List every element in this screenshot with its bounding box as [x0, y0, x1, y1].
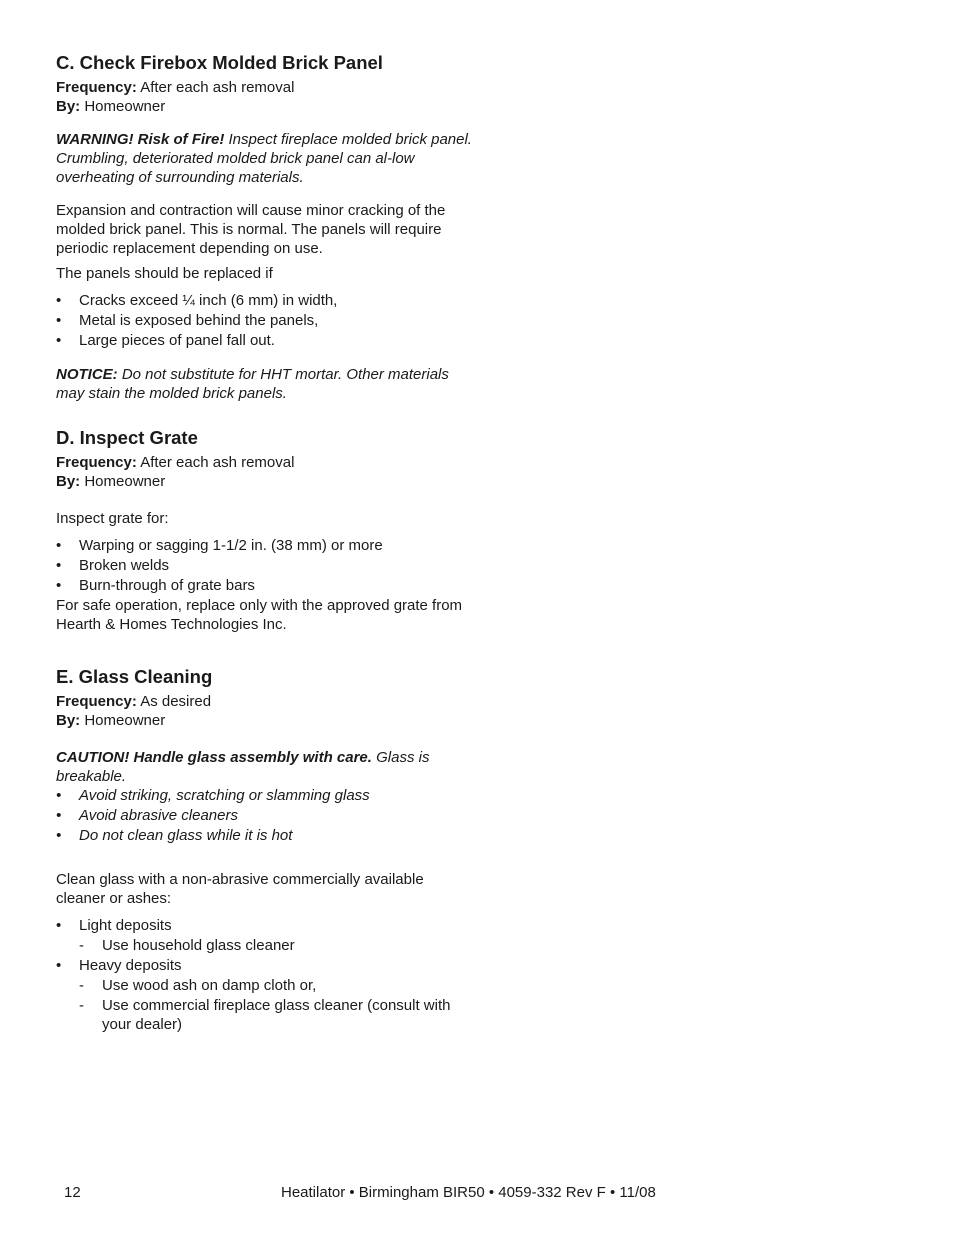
section-c-warning — [56, 130, 476, 187]
frequency-label: Frequency: — [56, 79, 137, 96]
section-e-cleaning-list — [56, 916, 476, 935]
frequency-value: After each ash removal — [136, 79, 295, 96]
list-item: • Cracks exceed ¼ inch (6 mm) in width, — [56, 291, 476, 310]
document-id: Heatilator • Birmingham BIR50 • 4059-332 Rev F • 11/08 — [281, 1184, 656, 1201]
section-d-bullet-list — [56, 536, 476, 595]
section-d-intro: Inspect grate for: — [56, 510, 169, 527]
section-e-intro: Clean glass with a non-abrasive commercially available cleaner or ashes: — [56, 871, 424, 907]
main-column — [56, 52, 476, 1035]
section-d-closing: For safe operation, replace only with the approved grate from Hearth & Homes Technologies Inc. — [56, 597, 463, 633]
section-c-bullet-list — [56, 291, 476, 350]
list-item: - Use household glass cleaner — [79, 936, 476, 955]
section-e-caution — [56, 748, 476, 786]
list-item: - Use wood ash on damp cloth or, — [79, 976, 476, 995]
by-value: Homeowner — [80, 473, 166, 490]
section-d-heading: D. Inspect Grate — [56, 427, 198, 448]
section-e-caution-list — [56, 786, 476, 845]
list-item: - Use commercial fireplace glass cleaner (consult with your dealer) — [79, 996, 476, 1034]
caution-text: Glass is breakable. — [56, 749, 430, 785]
list-item — [56, 956, 476, 975]
list-item: • Warping or sagging 1-1/2 in. (38 mm) or more — [56, 536, 476, 555]
section-e-frequency — [56, 692, 476, 711]
section-c-para1: Expansion and contraction will cause minor cracking of the molded brick panel. This is normal. The panels will require periodic replacement depending on use. — [56, 202, 446, 257]
frequency-label: Frequency: — [56, 693, 137, 710]
section-c-frequency — [56, 78, 476, 97]
by-label: By: — [56, 98, 81, 115]
section-e-cleaning-list-heavy — [56, 956, 476, 975]
list-item — [56, 916, 476, 935]
section-e-heading: E. Glass Cleaning — [56, 666, 213, 687]
list-item: • Avoid striking, scratching or slamming glass — [56, 786, 476, 805]
list-item: • Large pieces of panel fall out. — [56, 331, 476, 350]
by-label: By: — [56, 473, 81, 490]
page-number: 12 — [64, 1184, 81, 1201]
heavy-deposits-sublist — [56, 976, 476, 1034]
section-e-by — [56, 711, 476, 730]
section-d-frequency — [56, 453, 476, 472]
by-label: By: — [56, 712, 81, 729]
notice-label: NOTICE: — [56, 366, 118, 383]
warning-label: WARNING! Risk of Fire! — [56, 131, 225, 148]
section-d-by — [56, 472, 476, 491]
list-item: • Do not clean glass while it is hot — [56, 826, 476, 845]
list-item: • Broken welds — [56, 556, 476, 575]
frequency-value: After each ash removal — [136, 454, 295, 471]
section-c-heading: C. Check Firebox Molded Brick Panel — [56, 52, 383, 73]
section-c-para2: The panels should be replaced if — [56, 265, 273, 282]
by-value: Homeowner — [80, 712, 166, 729]
light-deposits-sublist — [56, 936, 476, 955]
list-item: • Burn-through of grate bars — [56, 576, 476, 595]
by-value: Homeowner — [80, 98, 166, 115]
light-deposits-label: Light deposits — [79, 917, 172, 934]
list-item: • Avoid abrasive cleaners — [56, 806, 476, 825]
section-c-by — [56, 97, 476, 116]
warning-text: Inspect fireplace molded brick panel. Crumbling, deteriorated molded brick panel can al-low overheating of surrounding materials. — [56, 131, 472, 186]
notice-text: Do not substitute for HHT mortar. Other materials may stain the molded brick panels. — [56, 366, 449, 402]
frequency-value: As desired — [136, 693, 212, 710]
list-item: • Metal is exposed behind the panels, — [56, 311, 476, 330]
heavy-deposits-label: Heavy deposits — [79, 957, 182, 974]
frequency-label: Frequency: — [56, 454, 137, 471]
caution-label: CAUTION! Handle glass assembly with care. — [56, 749, 372, 766]
section-c-notice — [56, 365, 476, 403]
